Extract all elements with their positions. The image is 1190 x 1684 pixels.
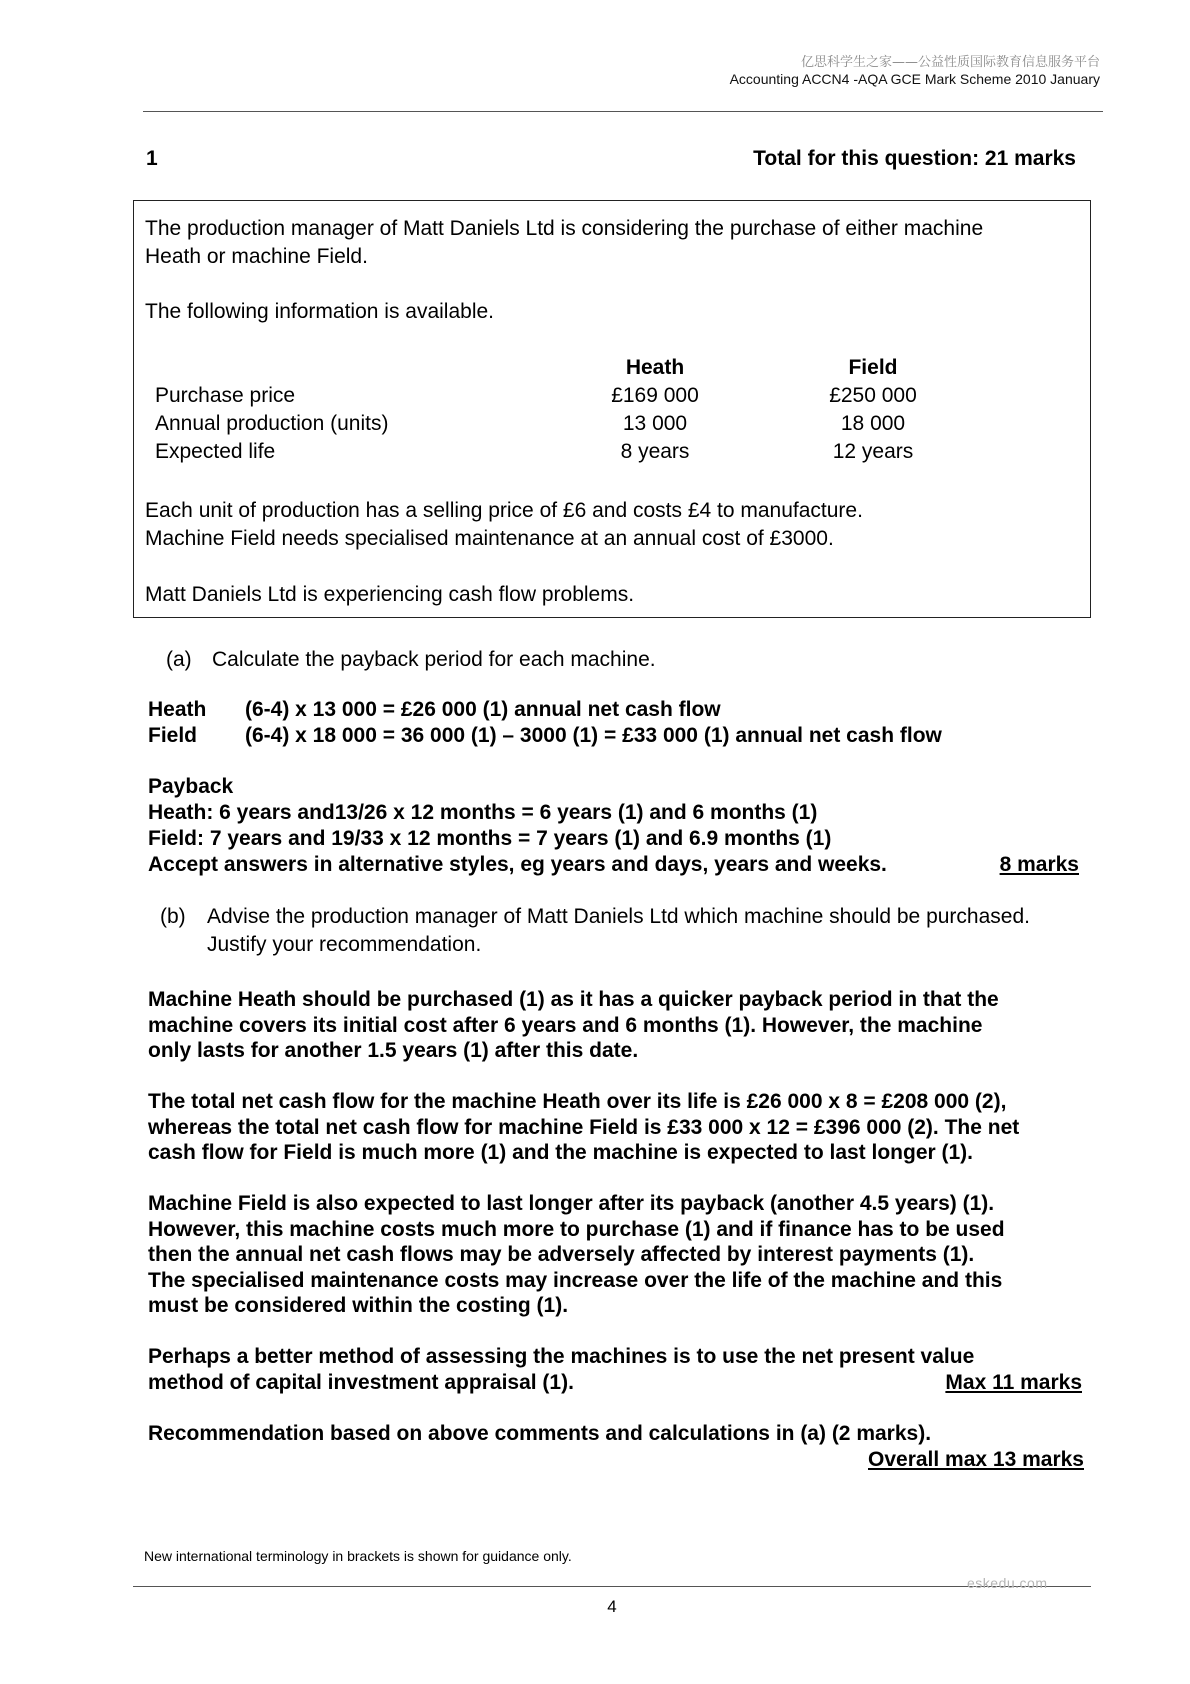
part-b-answer-para2: [148, 1089, 1019, 1166]
table-cell-heath: 13 000: [622, 412, 688, 435]
answer-line: The total net cash flow for the machine Heath over its life is £26 000 x 8 = £208 000 (2),: [148, 1090, 1007, 1113]
part-b-answer-para1: [148, 987, 999, 1064]
footer-watermark: eskedu.com: [967, 1575, 1048, 1591]
table-header-field: Field: [848, 356, 898, 379]
part-a-heath-label: Heath: [148, 698, 207, 721]
part-a-payback-heath: Heath: 6 years and13/26 x 12 months = 6 years (1) and 6 months (1): [148, 801, 818, 824]
part-a-field-calc: (6-4) x 18 000 = 36 000 (1) – 3000 (1) = £33 000 (1) annual net cash flow: [245, 724, 942, 747]
footer-terminology-note: New international terminology in brackets is shown for guidance only.: [144, 1548, 572, 1564]
part-a-question: Calculate the payback period for each machine.: [212, 648, 656, 671]
answer-line: Machine Field is also expected to last longer after its payback (another 4.5 years) (1).: [148, 1192, 995, 1215]
part-a-payback-title: Payback: [148, 775, 234, 798]
answer-line: whereas the total net cash flow for machine Field is £33 000 x 12 = £396 000 (2). The net: [148, 1115, 1020, 1139]
answer-line: Machine Heath should be purchased (1) as it has a quicker payback period in that the: [148, 988, 999, 1011]
part-a-marks: 8 marks: [999, 853, 1079, 876]
part-b-recommendation: Recommendation based on above comments and calculations in (a) (2 marks).: [148, 1422, 932, 1445]
table-cell-field: 12 years: [832, 440, 914, 463]
part-b-label: (b): [160, 905, 186, 928]
part-b-question-line2: Justify your recommendation.: [207, 933, 482, 956]
part-b-max-marks: Max 11 marks: [945, 1371, 1082, 1394]
table-cell-field: 18 000: [840, 412, 906, 435]
part-b-answer-para3: [148, 1191, 1005, 1319]
answer-line: The specialised maintenance costs may increase over the life of the machine and this: [148, 1268, 1003, 1292]
part-b-question-line1: Advise the production manager of Matt Daniels Ltd which machine should be purchased.: [207, 905, 1030, 928]
header-site-name: 亿思科学生之家——公益性质国际教育信息服务平台: [800, 55, 1100, 70]
page-number: 4: [607, 1597, 617, 1616]
question-total-marks: Total for this question: 21 marks: [753, 147, 1076, 170]
stem-intro-line1: The production manager of Matt Daniels Ltd is considering the purchase of either machine: [145, 217, 984, 240]
table-cell-heath: £169 000: [611, 384, 699, 407]
header-divider: [143, 111, 1103, 112]
part-a-accept-note: Accept answers in alternative styles, eg years and days, years and weeks.: [148, 853, 887, 876]
table-cell-field: £250 000: [829, 384, 917, 407]
table-row-label: Expected life: [155, 440, 276, 463]
footer-divider: [133, 1586, 1091, 1587]
table-row-label: Annual production (units): [155, 412, 389, 435]
answer-line: must be considered within the costing (1).: [148, 1294, 569, 1317]
answer-line: cash flow for Field is much more (1) and the machine is expected to last longer (1).: [148, 1141, 974, 1164]
stem-info: The following information is available.: [145, 300, 495, 323]
answer-line: then the annual net cash flows may be adversely affected by interest payments (1).: [148, 1243, 975, 1266]
table-header-heath: Heath: [625, 356, 685, 379]
answer-line: only lasts for another 1.5 years (1) after this date.: [148, 1039, 639, 1062]
part-b-npv-line2: method of capital investment appraisal (1).: [148, 1371, 574, 1394]
table-row-label: Purchase price: [155, 384, 296, 407]
stem-note-selling-price: Each unit of production has a selling price of £6 and costs £4 to manufacture.: [145, 499, 863, 522]
part-a-heath-calc: (6-4) x 13 000 = £26 000 (1) annual net cash flow: [245, 698, 721, 721]
answer-line: machine covers its initial cost after 6 years and 6 months (1). However, the machine: [148, 1013, 983, 1037]
question-number: 1: [146, 147, 158, 170]
header-document-title: Accounting ACCN4 -AQA GCE Mark Scheme 2010 January: [729, 71, 1100, 87]
part-a-label: (a): [166, 648, 192, 671]
part-b-npv-line1: Perhaps a better method of assessing the machines is to use the net present value: [148, 1345, 975, 1368]
stem-note-cash-flow: Matt Daniels Ltd is experiencing cash flow problems.: [145, 583, 635, 606]
part-a-payback-field: Field: 7 years and 19/33 x 12 months = 7 years (1) and 6.9 months (1): [148, 827, 832, 850]
part-b-overall-marks: Overall max 13 marks: [868, 1448, 1084, 1471]
stem-note-maintenance: Machine Field needs specialised maintenance at an annual cost of £3000.: [145, 527, 834, 550]
answer-line: However, this machine costs much more to purchase (1) and if finance has to be used: [148, 1217, 1005, 1241]
part-a-field-label: Field: [148, 724, 198, 747]
stem-intro-line2: Heath or machine Field.: [145, 245, 368, 268]
table-cell-heath: 8 years: [620, 440, 690, 463]
